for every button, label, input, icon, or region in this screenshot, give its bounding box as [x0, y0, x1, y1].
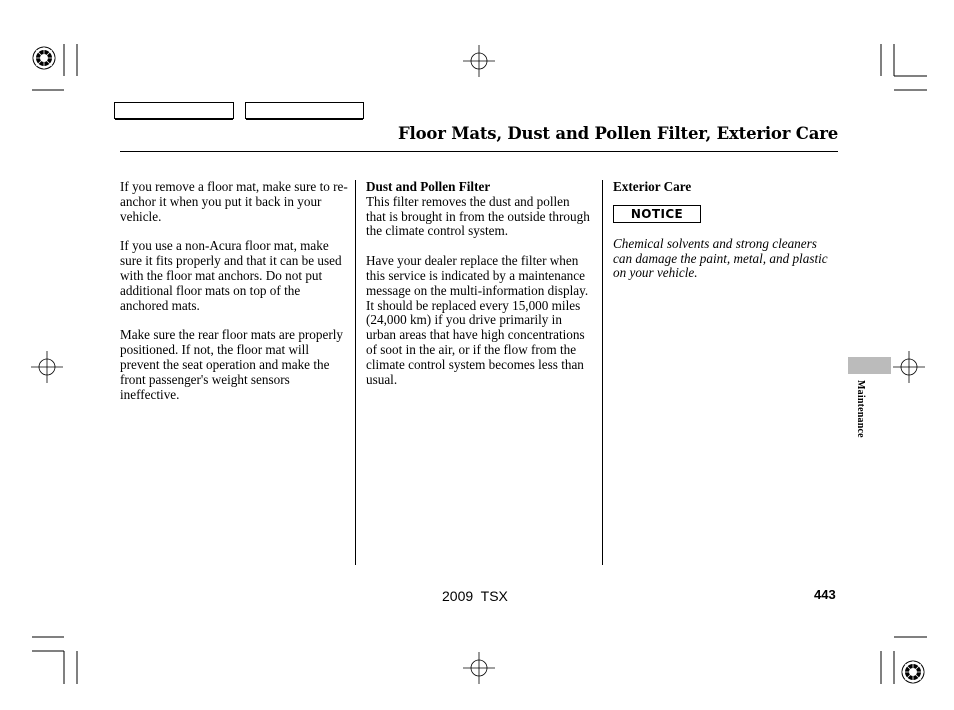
page-number: 443 [814, 587, 836, 602]
column-divider [355, 180, 356, 565]
column-exterior-care [613, 180, 838, 296]
header-nav-box-1[interactable] [114, 102, 234, 119]
header-nav-box-2[interactable] [245, 102, 364, 119]
title-divider [120, 151, 838, 152]
section-heading: Dust and Pollen Filter [366, 179, 491, 194]
column-divider [602, 180, 603, 565]
paragraph: This filter removes the dust and pollen that is brought in from the outside through the climate control system. [366, 193, 590, 239]
column-floor-mats [120, 180, 348, 417]
paragraph: If you use a non-Acura floor mat, make sure it fits properly and that it can be used with the floor mat anchors. Do not put additional floor mats on top of the anchored mats. [120, 238, 342, 313]
notice-text: Chemical solvents and strong cleaners can damage the paint, metal, and plastic on your vehicle. [613, 235, 828, 281]
notice-badge: NOTICE [613, 205, 701, 223]
paragraph: If you remove a floor mat, make sure to re-anchor it when you put it back in your vehicle. [120, 179, 348, 224]
column-dust-pollen-filter [366, 180, 590, 402]
paragraph: Make sure the rear floor mats are properly positioned. If not, the floor mat will prevent the seat operation and make the front passenger's weight sensors ineffective. [120, 327, 343, 402]
page-title: Floor Mats, Dust and Pollen Filter, Exterior Care [398, 124, 838, 143]
footer-model: 2009 TSX [442, 588, 508, 604]
paragraph: Have your dealer replace the filter when this service is indicated by a maintenance message on the multi-information display. It should be replaced every 15,000 miles (24,000 km) if you drive primarily in urban areas that have high concentrations of soot in the air, or if the flow from the climate control system becomes less than usual. [366, 253, 589, 387]
section-tab-label: Maintenance [855, 380, 866, 438]
section-tab[interactable] [848, 357, 891, 374]
section-heading: Exterior Care [613, 179, 692, 194]
